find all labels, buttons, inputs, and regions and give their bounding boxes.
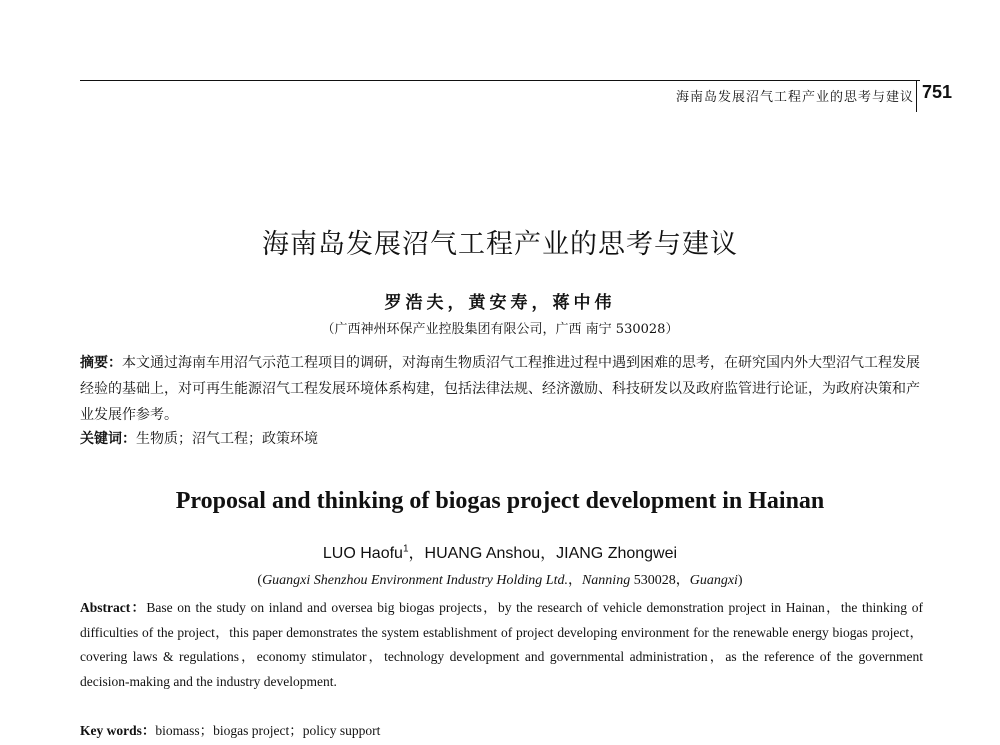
abstract-label-chinese: 摘要： — [80, 355, 122, 371]
page-number: 751 — [922, 82, 953, 102]
abstract-english — [80, 596, 923, 694]
header-rule — [80, 80, 920, 81]
keywords-chinese — [80, 428, 318, 448]
affiliation-open: ( — [257, 573, 263, 588]
abstract-label-english: Abstract： — [80, 600, 147, 615]
affiliation-english — [0, 569, 1000, 589]
affiliation-separator: ， — [567, 573, 582, 588]
keywords-label-english: Key words： — [80, 723, 156, 738]
affiliation-chinese: （广西神州环保产业控股集团有限公司，广西 南宁 530028） — [321, 322, 679, 337]
keywords-text-english: biomass；biogas project；policy support — [155, 723, 381, 738]
keywords-label-chinese: 关键词： — [80, 431, 136, 447]
affiliation-close: ) — [737, 573, 743, 588]
affiliation-organization: Guangxi Shenzhou Environment Industry Holding Ltd. — [262, 573, 568, 588]
authors-english — [0, 540, 1000, 563]
affiliation-region: Guangxi — [689, 573, 738, 588]
author-first: LUO Haofu — [322, 545, 403, 562]
title-english: Proposal and thinking of biogas project development in Hainan — [175, 488, 825, 514]
affiliation-city: Nanning — [581, 573, 631, 588]
keywords-text-chinese: 生物质；沼气工程；政策环境 — [136, 431, 318, 447]
abstract-text-english: Base on the study on inland and oversea big biogas projects，by the research of vehicle demonstration project in Hainan，the thinking of difficulties of the project，this paper demonstrates the system establishment of project developing environment for the renewable energy biogas project，covering laws & regulations，economy stimulator，technology development and governmental administration，as the reference of the government decision-making and the industry development. — [80, 600, 923, 689]
running-title: 海南岛发展沼气工程产业的思考与建议 — [675, 90, 914, 105]
keywords-english — [80, 719, 380, 739]
authors-chinese: 罗浩夫，黄安寿，蒋中伟 — [384, 293, 616, 313]
author-first-superscript: 1 — [402, 543, 409, 555]
abstract-text-chinese: 本文通过海南车用沼气示范工程项目的调研，对海南生物质沼气工程推进过程中遇到困难的思考，在研究国内外大型沼气工程发展经验的基础上，对可再生能源沼气工程发展环境体系构建，包括法律法规、经济激励、科技研发以及政府监管进行论证，为政府决策和产业发展作参考。 — [80, 355, 920, 423]
abstract-chinese — [80, 350, 923, 428]
affiliation-zip: 530028， — [630, 573, 690, 588]
title-chinese: 海南岛发展沼气工程产业的思考与建议 — [262, 229, 738, 260]
page-number-separator — [916, 80, 917, 112]
authors-rest: ，HUANG Anshou，JIANG Zhongwei — [408, 545, 678, 562]
